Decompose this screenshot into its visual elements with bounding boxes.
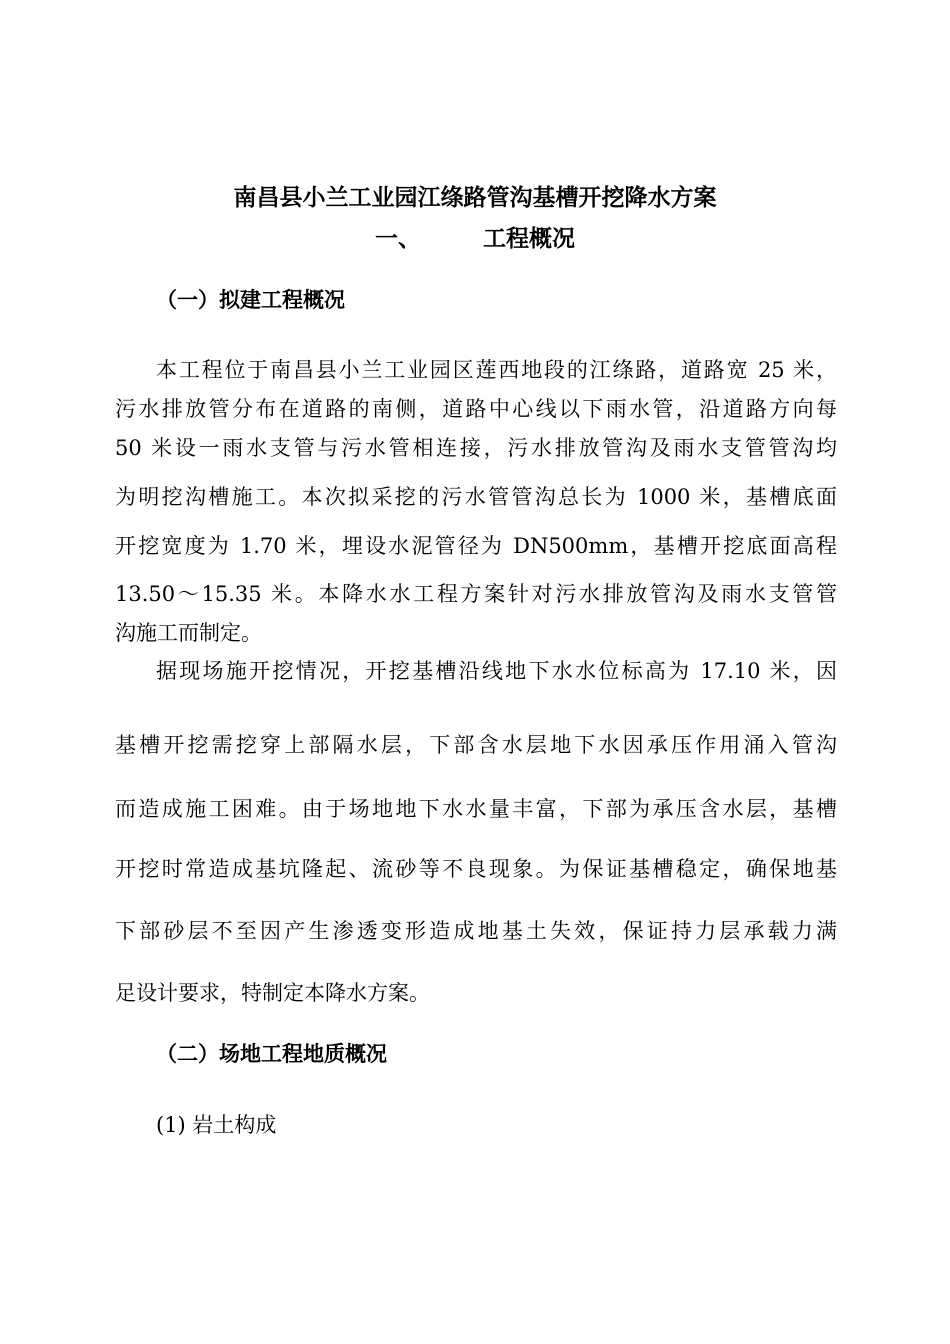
chapter-label: 工程概况 [483,225,575,252]
section-heading-project-overview: （一）拟建工程概况 [156,287,345,312]
paragraph-line: 而造成施工困难。由于场地地下水水量丰富，下部为承压含水层，基槽 [115,797,837,821]
section-heading-geology: （二）场地工程地质概况 [156,1041,387,1066]
paragraph-line: 足设计要求，特制定本降水方案。 [115,981,430,1005]
paragraph-line: 开挖时常造成基坑隆起、流砂等不良现象。为保证基槽稳定，确保地基 [115,857,837,881]
chapter-number: 一、 [375,225,421,252]
paragraph-line: 据现场施开挖情况，开挖基槽沿线地下水水位标高为 17.10 米，因 [156,659,837,683]
paragraph-line: 污水排放管分布在道路的南侧，道路中心线以下雨水管，沿道路方向每 [115,397,837,421]
paragraph-line: 下部砂层不至因产生渗透变形造成地基土失效，保证持力层承载力满 [115,919,837,943]
subsection-heading-soil-composition: (1) 岩土构成 [156,1113,277,1137]
paragraph-line: 为明挖沟槽施工。本次拟采挖的污水管管沟总长为 1000 米，基槽底面 [115,485,837,509]
paragraph-line: 沟施工而制定。 [115,621,262,645]
paragraph-line: 基槽开挖需挖穿上部隔水层，下部含水层地下水因承压作用涌入管沟 [115,733,837,757]
chapter-heading [0,224,950,254]
paragraph-line: 50 米设一雨水支管与污水管相连接，污水排放管沟及雨水支管管沟均 [115,436,837,460]
paragraph-line: 本工程位于南昌县小兰工业园区莲西地段的江绦路，道路宽 25 米， [156,358,837,382]
paragraph-line: 开挖宽度为 1.70 米，埋设水泥管径为 DN500mm，基槽开挖底面高程 [115,534,837,558]
paragraph-line: 13.50～15.35 米。本降水水工程方案针对污水排放管沟及雨水支管管 [115,582,837,606]
document-title: 南昌县小兰工业园江绦路管沟基槽开挖降水方案 [233,184,717,211]
